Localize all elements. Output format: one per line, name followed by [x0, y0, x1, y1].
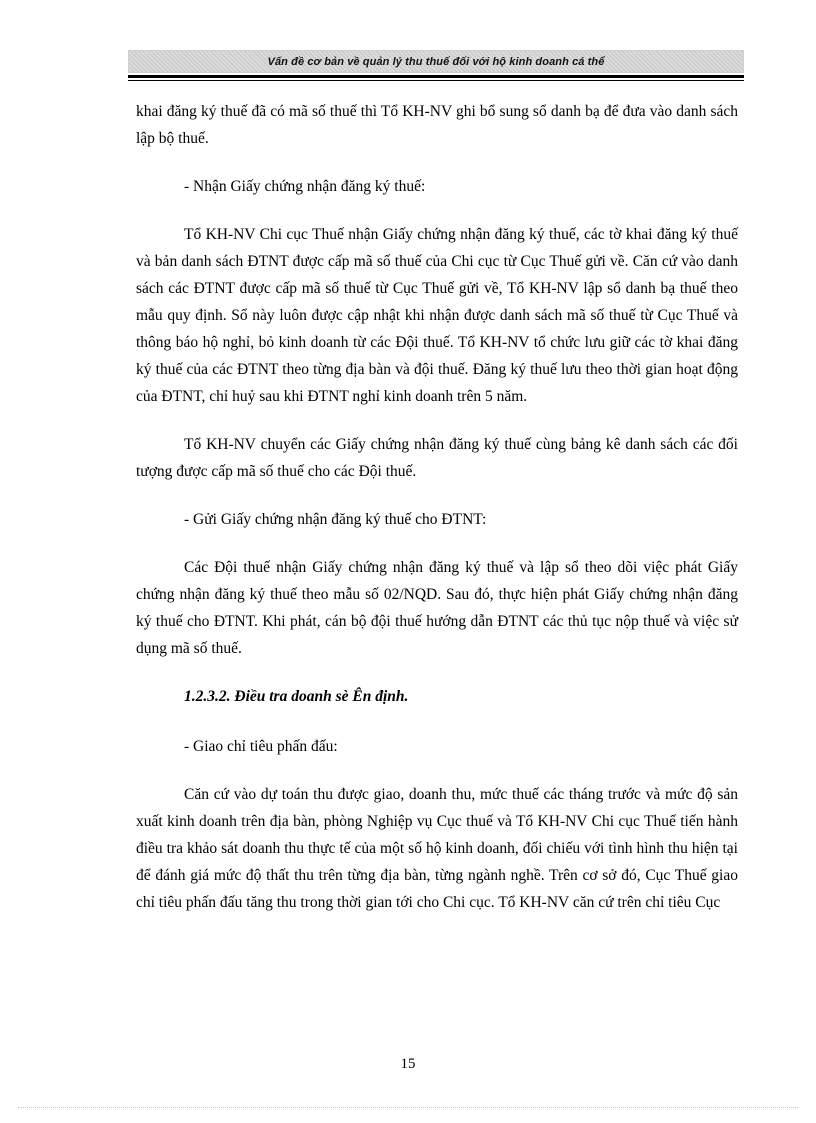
list-item-send-certificate: - Gửi Giấy chứng nhận đăng ký thuế cho ĐTNT: — [184, 511, 487, 528]
header-rule-thick — [128, 75, 744, 78]
section-heading: 1.2.3.2. Điều tra doanh sè Ên định. — [184, 688, 409, 705]
page-body — [136, 98, 738, 937]
paragraph: Tổ KH-NV Chi cục Thuế nhận Giấy chứng nhận đăng ký thuế, các tờ khai đăng ký thuế và bản danh sách ĐTNT được cấp mã số thuế của Chi cục từ Cục Thuế gửi về. Căn cứ vào danh sách các ĐTNT được cấp mã số thuế từ Cục Thuế gửi về, Tổ KH-NV lập sổ danh bạ thuế theo mẫu quy định. Sổ này luôn được cập nhật khi nhận được danh sách mã số thuế từ Cục Thuế và thông báo hộ nghỉ, bỏ kinh doanh từ các Đội thuế. Tổ KH-NV tổ chức lưu giữ các tờ khai đăng ký thuế của các ĐTNT theo từng địa bàn và đội thuế. Đăng ký thuế lưu theo thời gian hoạt động của ĐTNT, chỉ huỷ sau khi ĐTNT nghỉ kinh doanh trên 5 năm. — [136, 226, 738, 405]
paragraph: Căn cứ vào dự toán thu được giao, doanh thu, mức thuế các tháng trước và mức độ sản xuất kinh doanh trên địa bàn, phòng Nghiệp vụ Cục thuế và Tổ KH-NV Chi cục Thuế tiến hành điều tra khảo sát doanh thu thực tế của một số hộ kinh doanh, đối chiếu với tình hình thu hiện tại để đánh giá mức độ thất thu trên từng địa bàn, từng ngành nghề. Trên cơ sở đó, Cục Thuế giao chỉ tiêu phấn đấu tăng thu trong thời gian tới cho Chi cục. Tổ KH-NV căn cứ trên chỉ tiêu Cục — [136, 786, 738, 911]
running-header-title: Vấn đề cơ bản về quản lý thu thuế đối với hộ kinh doanh cá thể — [267, 55, 605, 68]
header-rule-thin — [128, 80, 744, 81]
running-header — [128, 50, 744, 73]
list-item-receive-certificate: - Nhận Giấy chứng nhận đăng ký thuế: — [184, 178, 426, 195]
paragraph: Các Đội thuế nhận Giấy chứng nhận đăng ký thuế và lập sổ theo dõi việc phát Giấy chứng nhận đăng ký thuế theo mẫu số 02/NQD. Sau đó, thực hiện phát Giấy chứng nhận đăng ký thuế cho ĐTNT. Khi phát, cán bộ đội thuế hướng dẫn ĐTNT các thủ tục nộp thuế và việc sử dụng mã số thuế. — [136, 559, 738, 657]
page-number: 15 — [400, 1056, 416, 1072]
paragraph: Tổ KH-NV chuyển các Giấy chứng nhận đăng ký thuế cùng bảng kê danh sách các đối tượng được cấp mã số thuế cho các Đội thuế. — [136, 436, 738, 480]
list-item-assign-targets: - Giao chỉ tiêu phấn đấu: — [184, 738, 338, 755]
paragraph-continuation: khai đăng ký thuế đã có mã số thuế thì Tổ KH-NV ghi bổ sung sổ danh bạ để đưa vào danh sách lập bộ thuế. — [136, 103, 738, 147]
footer-divider — [18, 1107, 798, 1108]
